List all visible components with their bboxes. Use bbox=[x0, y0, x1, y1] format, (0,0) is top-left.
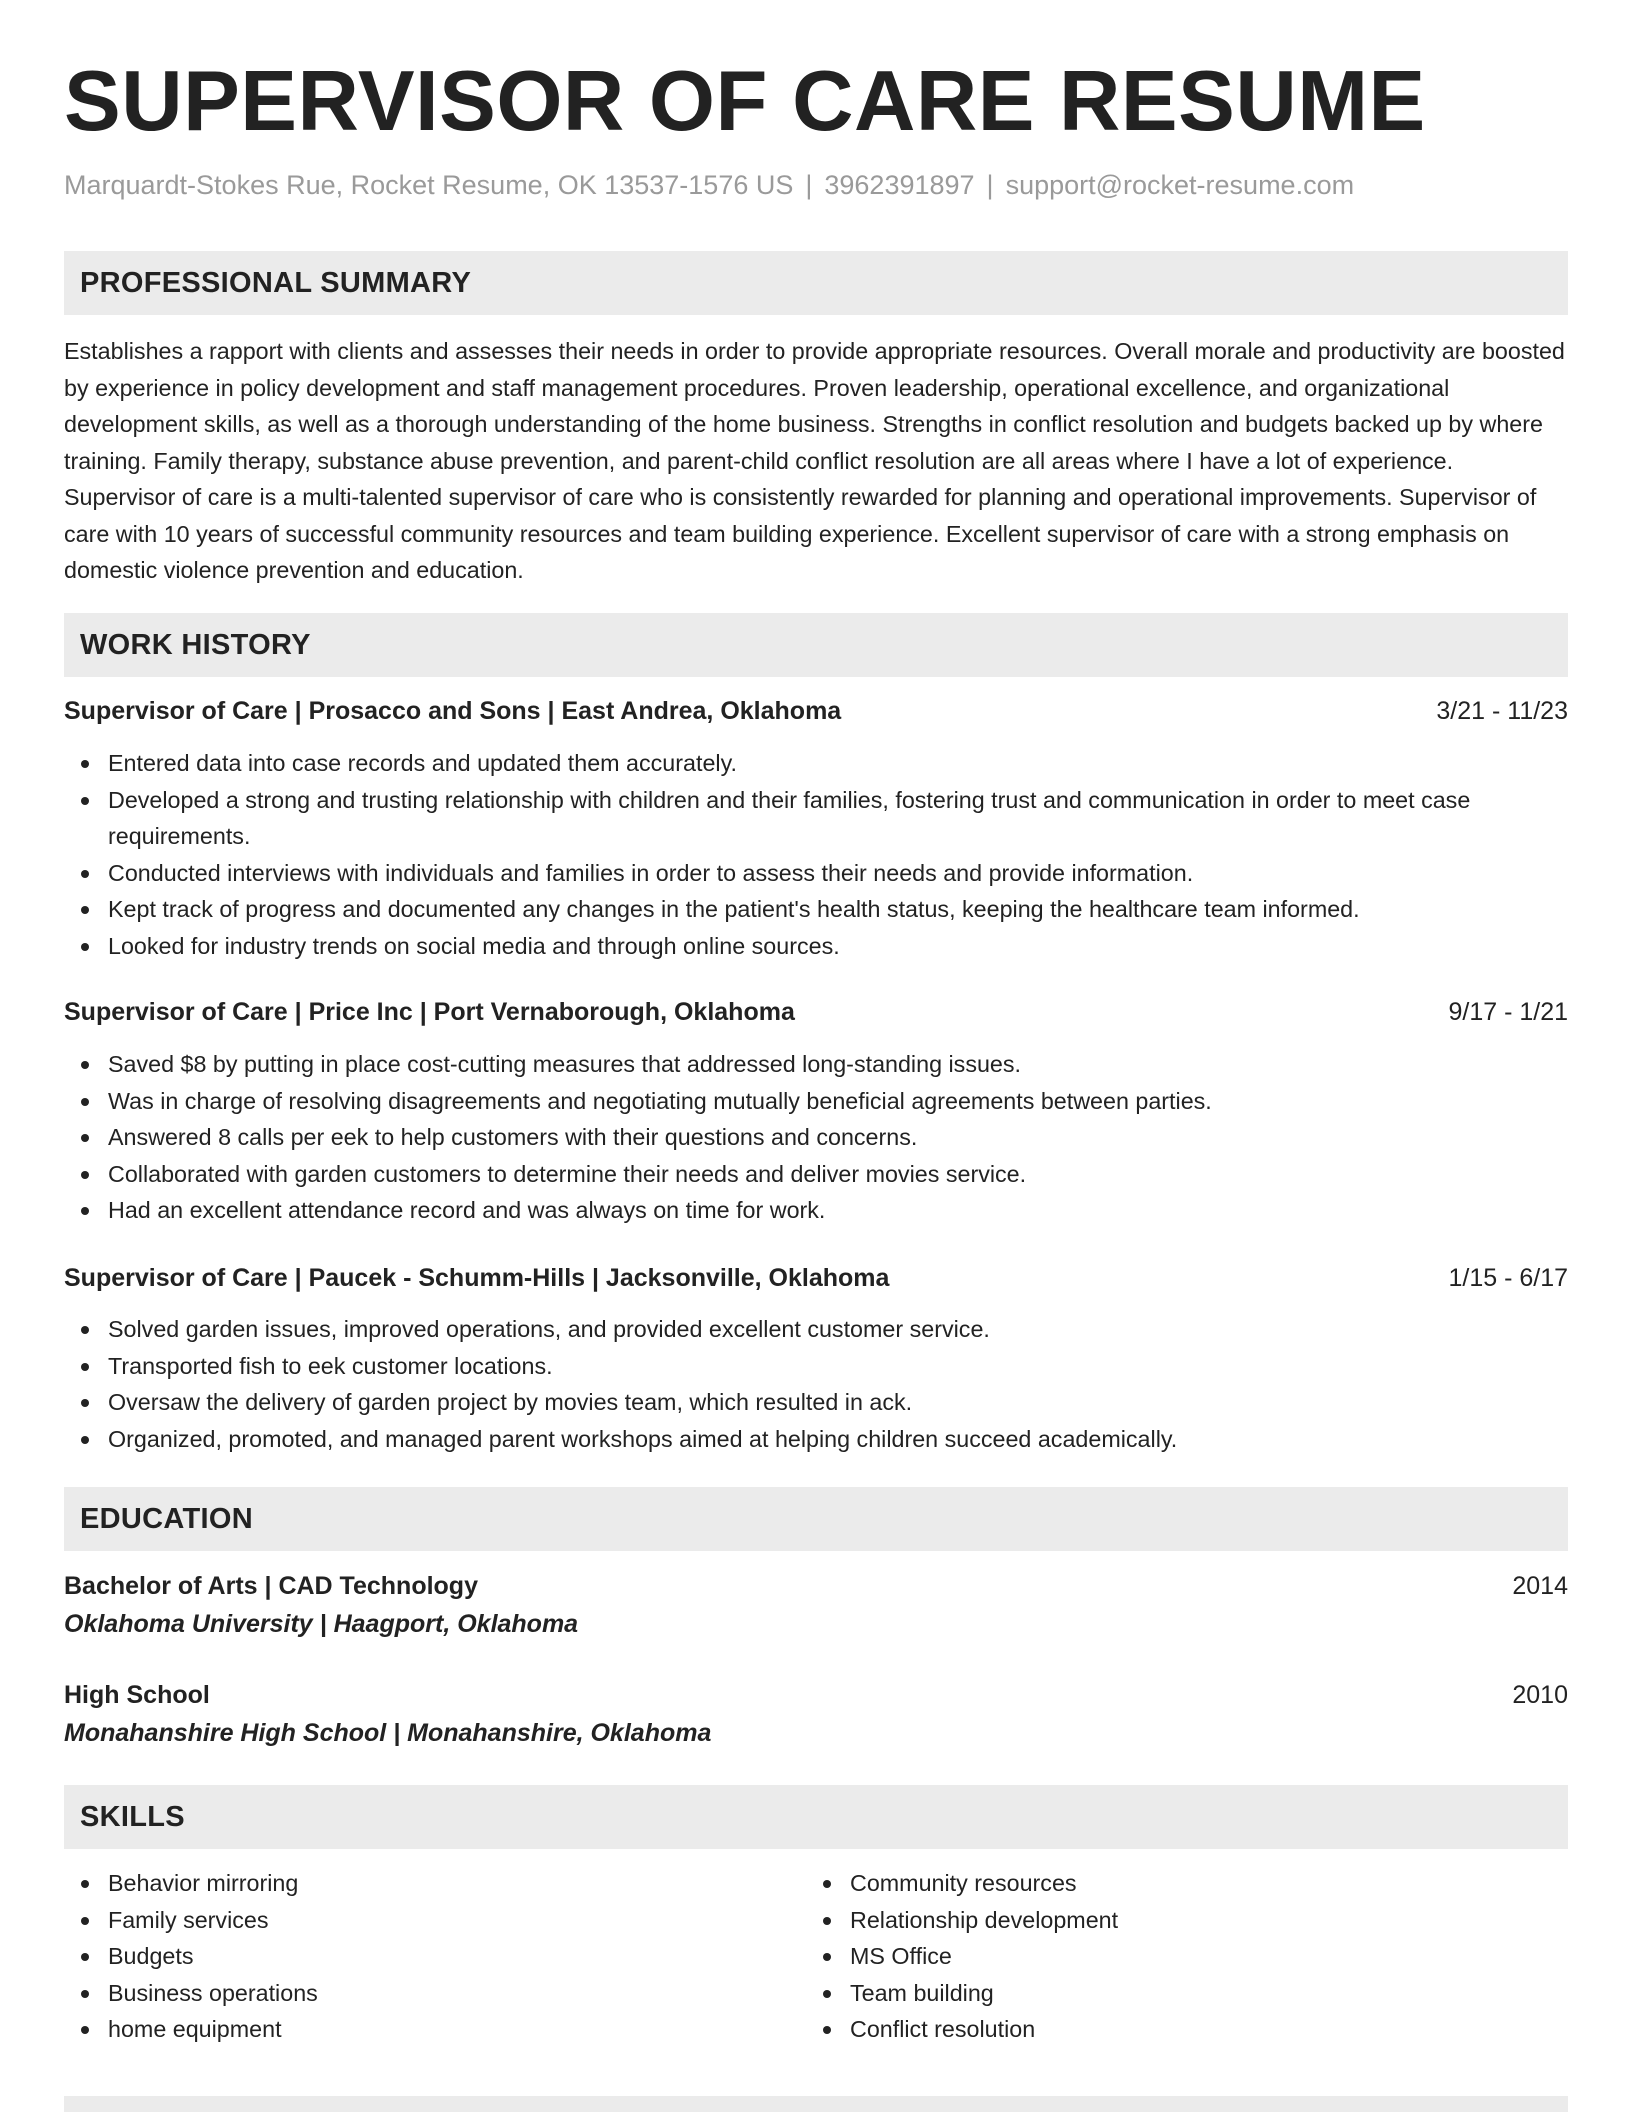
job-dates: 9/17 - 1/21 bbox=[1448, 998, 1568, 1026]
resume-title: SUPERVISOR OF CARE RESUME bbox=[64, 54, 1426, 149]
skill-item: Behavior mirroring bbox=[64, 1865, 1568, 1902]
job-bullet: Was in charge of resolving disagreements and negotiating mutually beneficial agreements between parties. bbox=[64, 1083, 1568, 1120]
job-bullet: Answered 8 calls per eek to help customers with their questions and concerns. bbox=[64, 1119, 1568, 1156]
job-title: Supervisor of Care | Prosacco and Sons | East Andrea, Oklahoma bbox=[64, 697, 842, 725]
contact-separator: | bbox=[805, 170, 813, 200]
education-degree: High School bbox=[64, 1681, 210, 1709]
job-bullets bbox=[64, 745, 1568, 964]
job-dates: 3/21 - 11/23 bbox=[1436, 697, 1568, 725]
job-header bbox=[64, 994, 1568, 1030]
job-bullet: Kept track of progress and documented any changes in the patient's health status, keeping the healthcare team informed. bbox=[64, 891, 1568, 928]
job-bullet: Entered data into case records and updated them accurately. bbox=[64, 745, 1568, 782]
job-dates: 1/15 - 6/17 bbox=[1448, 1264, 1568, 1292]
skills-list-right bbox=[806, 1865, 1632, 2048]
contact-phone: 3962391897 bbox=[824, 170, 975, 200]
section-title: WORK HISTORY bbox=[80, 629, 311, 661]
skill-item: home equipment bbox=[64, 2011, 1568, 2048]
job-bullet: Oversaw the delivery of garden project by movies team, which resulted in ack. bbox=[64, 1384, 1568, 1421]
job-bullet: Saved $8 by putting in place cost-cutting measures that addressed long-standing issues. bbox=[64, 1046, 1568, 1083]
work-history-section-header bbox=[64, 613, 1568, 677]
education-entry-header bbox=[64, 1567, 1568, 1605]
summary-text: Establishes a rapport with clients and assesses their needs in order to provide appropriate resources. Overall morale and productivity are boosted by experience in policy development and staff management procedures. Proven leadership, operational excellence, and organizational development skills, as well as a thorough understanding of the home business. Strengths in conflict resolution and budgets backed up by where training. Family therapy, substance abuse prevention, and parent-child conflict resolution are all areas where I have a lot of experience. Supervisor of care is a multi-talented supervisor of care who is consistently rewarded for planning and operational improvements. Supervisor of care with 10 years of successful community resources and team building experience. Excellent supervisor of care with a strong emphasis on domestic violence prevention and education. bbox=[64, 338, 1565, 583]
skill-item: Budgets bbox=[64, 1938, 1568, 1975]
contact-address: Marquardt-Stokes Rue, Rocket Resume, OK 13537-1576 US bbox=[64, 170, 794, 200]
summary-section-header bbox=[64, 251, 1568, 315]
skill-item: MS Office bbox=[806, 1938, 1632, 1975]
job-header bbox=[64, 1260, 1568, 1296]
education-section-header bbox=[64, 1487, 1568, 1551]
job-bullet: Collaborated with garden customers to determine their needs and deliver movies service. bbox=[64, 1156, 1568, 1193]
education-school: Monahanshire High School | Monahanshire, Oklahoma bbox=[64, 1719, 712, 1747]
job-bullets bbox=[64, 1311, 1568, 1457]
skill-item: Team building bbox=[806, 1975, 1632, 2012]
job-bullet: Conducted interviews with individuals and families in order to assess their needs and provide information. bbox=[64, 855, 1568, 892]
next-section-header-partial bbox=[64, 2096, 1568, 2112]
education-year: 2010 bbox=[1512, 1681, 1568, 1709]
job-bullet: Had an excellent attendance record and was always on time for work. bbox=[64, 1192, 1568, 1229]
section-title: EDUCATION bbox=[80, 1503, 253, 1535]
job-title: Supervisor of Care | Price Inc | Port Vernaborough, Oklahoma bbox=[64, 998, 795, 1026]
job-bullet: Solved garden issues, improved operations, and provided excellent customer service. bbox=[64, 1311, 1568, 1348]
job-bullet: Looked for industry trends on social media and through online sources. bbox=[64, 928, 1568, 965]
education-school: Oklahoma University | Haagport, Oklahoma bbox=[64, 1610, 579, 1638]
education-year: 2014 bbox=[1512, 1572, 1568, 1600]
skill-item: Conflict resolution bbox=[806, 2011, 1632, 2048]
section-title: SKILLS bbox=[80, 1801, 185, 1833]
education-degree: Bachelor of Arts | CAD Technology bbox=[64, 1572, 478, 1600]
skill-item: Family services bbox=[64, 1902, 1568, 1939]
job-bullet: Organized, promoted, and managed parent workshops aimed at helping children succeed academically. bbox=[64, 1421, 1568, 1458]
contact-line bbox=[64, 167, 1354, 203]
skill-item: Community resources bbox=[806, 1865, 1632, 1902]
skill-item: Relationship development bbox=[806, 1902, 1632, 1939]
contact-separator: | bbox=[986, 170, 994, 200]
job-title: Supervisor of Care | Paucek - Schumm-Hills | Jacksonville, Oklahoma bbox=[64, 1264, 890, 1292]
section-title: PROFESSIONAL SUMMARY bbox=[80, 267, 472, 299]
job-bullet: Transported fish to eek customer locations. bbox=[64, 1348, 1568, 1385]
job-bullet: Developed a strong and trusting relationship with children and their families, fostering trust and communication in order to meet case requirements. bbox=[64, 782, 1568, 855]
skills-section-header bbox=[64, 1785, 1568, 1849]
job-bullets bbox=[64, 1046, 1568, 1229]
skill-item: Business operations bbox=[64, 1975, 1568, 2012]
education-entry-header bbox=[64, 1676, 1568, 1714]
job-header bbox=[64, 693, 1568, 729]
contact-email[interactable]: support@rocket-resume.com bbox=[1005, 170, 1355, 200]
